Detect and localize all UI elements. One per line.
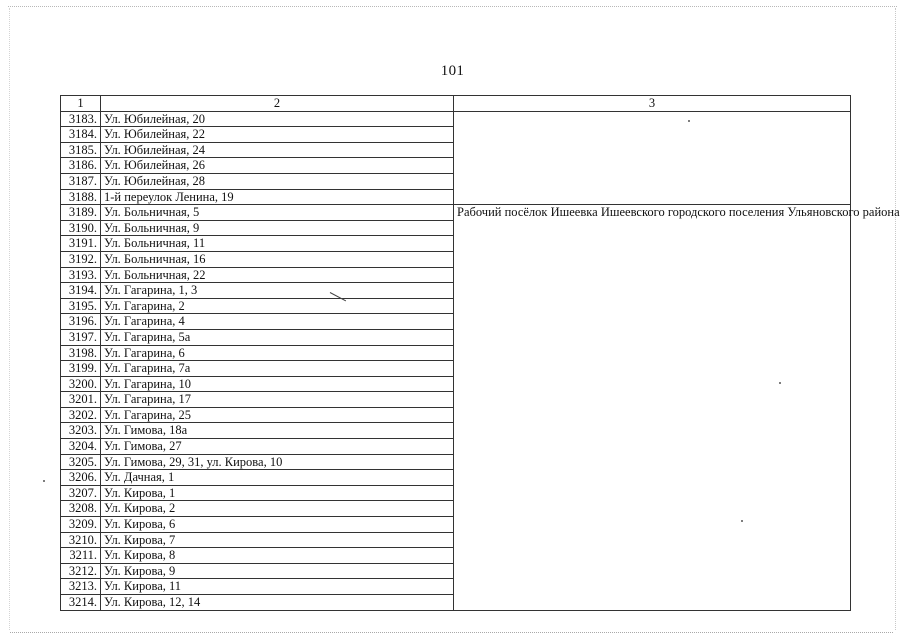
row-number: 3194. <box>61 283 101 299</box>
row-number: 3196. <box>61 314 101 330</box>
address-cell: Ул. Юбилейная, 28 <box>101 173 454 189</box>
address-cell: Ул. Гагарина, 25 <box>101 407 454 423</box>
address-cell: Ул. Кирова, 8 <box>101 548 454 564</box>
row-number: 3210. <box>61 532 101 548</box>
row-number: 3202. <box>61 407 101 423</box>
table-row <box>61 205 851 221</box>
address-cell: 1-й переулок Ленина, 19 <box>101 189 454 205</box>
row-number: 3213. <box>61 579 101 595</box>
address-cell: Ул. Юбилейная, 26 <box>101 158 454 174</box>
scan-speck <box>779 382 781 384</box>
address-cell: Ул. Больничная, 16 <box>101 251 454 267</box>
scan-speck <box>688 120 690 122</box>
row-number: 3212. <box>61 563 101 579</box>
row-number: 3190. <box>61 220 101 236</box>
address-cell: Ул. Юбилейная, 24 <box>101 142 454 158</box>
address-cell: Ул. Гагарина, 7а <box>101 361 454 377</box>
row-number: 3192. <box>61 251 101 267</box>
row-number: 3197. <box>61 329 101 345</box>
address-cell: Ул. Кирова, 11 <box>101 579 454 595</box>
address-cell: Ул. Гагарина, 17 <box>101 392 454 408</box>
address-cell: Ул. Юбилейная, 22 <box>101 127 454 143</box>
address-cell: Ул. Кирова, 12, 14 <box>101 595 454 611</box>
address-cell: Ул. Кирова, 6 <box>101 517 454 533</box>
row-number: 3193. <box>61 267 101 283</box>
address-cell: Ул. Кирова, 1 <box>101 485 454 501</box>
location-cell: Рабочий посёлок Ишеевка Ишеевского городского поселения Ульяновского района <box>454 205 851 610</box>
row-number: 3189. <box>61 205 101 221</box>
address-cell: Ул. Гагарина, 1, 3 <box>101 283 454 299</box>
row-number: 3206. <box>61 470 101 486</box>
address-cell: Ул. Гимова, 29, 31, ул. Кирова, 10 <box>101 454 454 470</box>
row-number: 3186. <box>61 158 101 174</box>
column-header-3: 3 <box>454 96 851 112</box>
address-cell: Ул. Гагарина, 10 <box>101 376 454 392</box>
row-number: 3209. <box>61 517 101 533</box>
address-cell: Ул. Больничная, 11 <box>101 236 454 252</box>
address-cell: Ул. Больничная, 22 <box>101 267 454 283</box>
table-row <box>61 111 851 127</box>
address-cell: Ул. Кирова, 7 <box>101 532 454 548</box>
row-number: 3199. <box>61 361 101 377</box>
address-cell: Ул. Гагарина, 2 <box>101 298 454 314</box>
row-number: 3205. <box>61 454 101 470</box>
row-number: 3201. <box>61 392 101 408</box>
scan-edge-right <box>895 8 897 630</box>
address-cell: Ул. Гагарина, 6 <box>101 345 454 361</box>
row-number: 3208. <box>61 501 101 517</box>
column-header-2: 2 <box>101 96 454 112</box>
row-number: 3203. <box>61 423 101 439</box>
row-number: 3185. <box>61 142 101 158</box>
scan-speck <box>43 480 45 482</box>
table-body <box>61 111 900 610</box>
scan-edge-bottom <box>10 632 893 634</box>
row-number: 3195. <box>61 298 101 314</box>
row-number: 3184. <box>61 127 101 143</box>
row-number: 3200. <box>61 376 101 392</box>
address-cell: Ул. Дачная, 1 <box>101 470 454 486</box>
address-cell: Ул. Кирова, 9 <box>101 563 454 579</box>
address-cell: Ул. Гимова, 18а <box>101 423 454 439</box>
location-cell-empty <box>454 111 851 205</box>
row-number: 3187. <box>61 173 101 189</box>
row-number: 3188. <box>61 189 101 205</box>
address-cell: Ул. Гимова, 27 <box>101 439 454 455</box>
row-number: 3207. <box>61 485 101 501</box>
row-number: 3204. <box>61 439 101 455</box>
row-number: 3214. <box>61 595 101 611</box>
row-number: 3191. <box>61 236 101 252</box>
scan-edge-top <box>8 6 897 8</box>
scan-speck <box>741 520 743 522</box>
scan-edge-left <box>9 8 11 630</box>
address-cell: Ул. Юбилейная, 20 <box>101 111 454 127</box>
row-number: 3198. <box>61 345 101 361</box>
page-number: 101 <box>440 63 465 79</box>
address-cell: Ул. Гагарина, 5а <box>101 329 454 345</box>
column-header-1: 1 <box>61 96 101 112</box>
address-cell: Ул. Гагарина, 4 <box>101 314 454 330</box>
address-cell: Ул. Больничная, 5 <box>101 205 454 221</box>
address-cell: Ул. Больничная, 9 <box>101 220 454 236</box>
address-table <box>60 95 900 611</box>
address-cell: Ул. Кирова, 2 <box>101 501 454 517</box>
header-row <box>61 96 851 112</box>
row-number: 3211. <box>61 548 101 564</box>
row-number: 3183. <box>61 111 101 127</box>
